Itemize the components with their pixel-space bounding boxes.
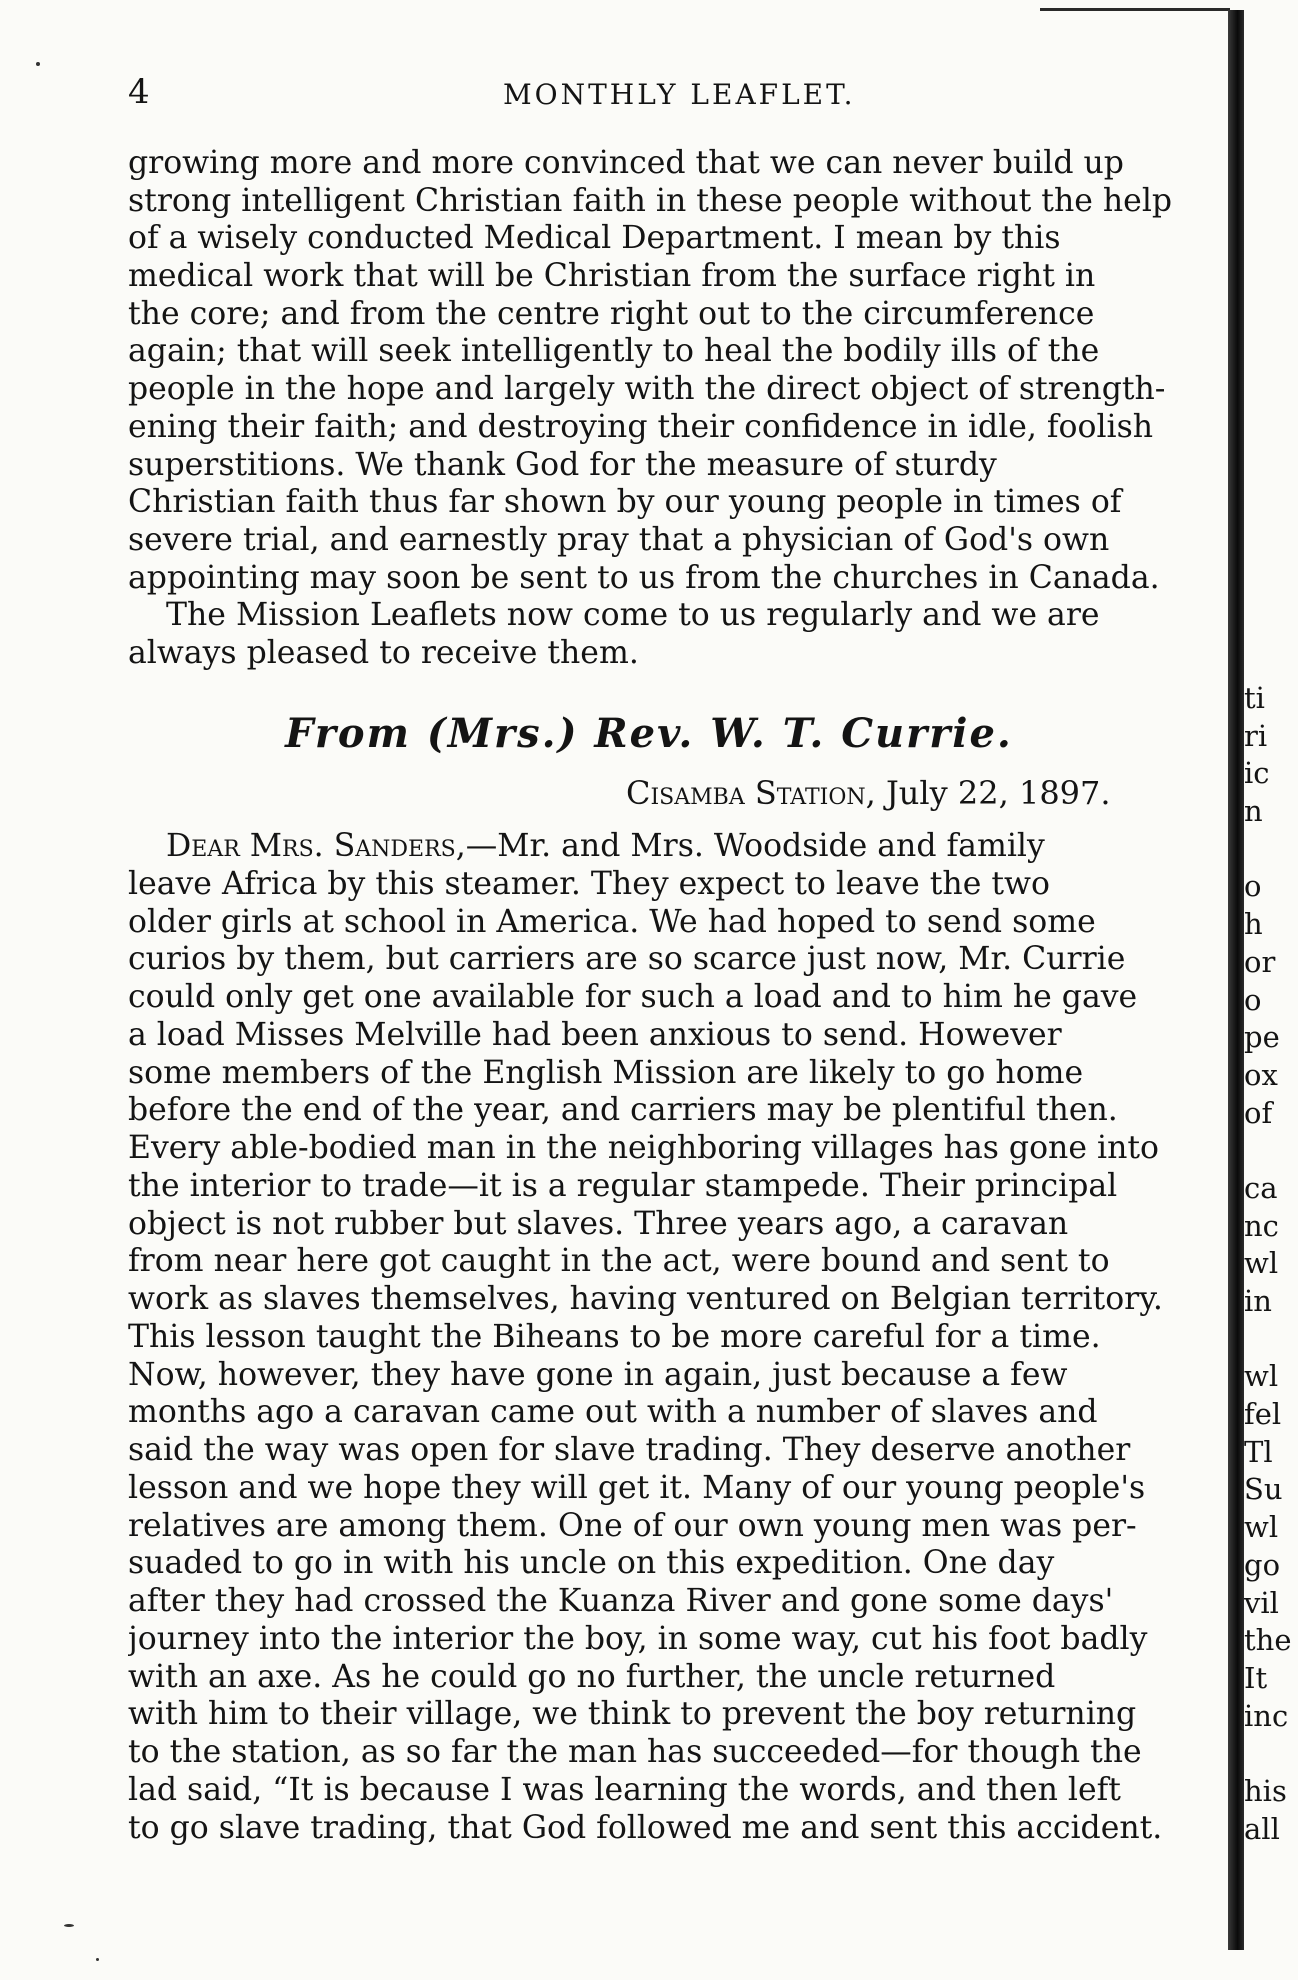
text-line: older girls at school in America. We had hoped to send some (128, 903, 1096, 940)
fragment: It (1244, 1660, 1268, 1695)
fragment: in (1244, 1284, 1272, 1318)
text-line: a load Misses Melville had been anxious to send. However (128, 1016, 1062, 1053)
ink-speck (64, 1924, 74, 1927)
dateline-date: July 22, 1897. (885, 774, 1111, 812)
fragment: fel (1244, 1397, 1282, 1432)
dateline (626, 774, 1111, 812)
text-line: some members of the English Mission are likely to go home (128, 1054, 1084, 1091)
text-line: people in the hope and largely with the direct object of strength- (128, 371, 1166, 408)
dateline-place: Cisamba Station, (626, 774, 876, 812)
text-line: superstitions. We thank God for the measure of sturdy (128, 446, 997, 483)
salutation: Dear Mrs. Sanders, (166, 828, 466, 864)
text-line: lesson and we hope they will get it. Many of our young people's (128, 1469, 1146, 1506)
text-line: to go slave trading, that God followed me and sent this accident. (128, 1809, 1163, 1846)
text-line: lad said, “It is because I was learning the words, and then left (128, 1771, 1121, 1808)
fragment: of (1244, 1095, 1273, 1130)
text-line: of a wisely conducted Medical Department. I mean by this (128, 220, 1061, 257)
fragment: pe (1244, 1020, 1280, 1055)
fragment (1244, 831, 1294, 869)
text-line: months ago a caravan came out with a number of slaves and (128, 1394, 1098, 1431)
text-line: again; that will seek intelligently to heal the bodily ills of the (128, 333, 1100, 370)
text-line: severe trial, and earnestly pray that a physician of God's own (128, 521, 1110, 558)
text-line: before the end of the year, and carriers may be plentiful then. (128, 1092, 1118, 1129)
text-line: after they had crossed the Kuanza River and gone some days' (128, 1583, 1114, 1619)
fragment: h (1244, 907, 1263, 942)
fragment: ox (1244, 1057, 1278, 1092)
ink-speck (36, 62, 40, 66)
text-line: This lesson taught the Biheans to be more careful for a time. (128, 1318, 1101, 1355)
text-line: leave Africa by this steamer. They expect to leave the two (128, 865, 1050, 902)
text-line: growing more and more convinced that we can never build up (128, 145, 1124, 181)
fragment: nc (1244, 1208, 1279, 1243)
fragment: his (1244, 1773, 1287, 1808)
text-line: Every able-bodied man in the neighboring villages has gone into (128, 1130, 1159, 1166)
text-line: Christian faith thus far shown by our young people in times of (128, 484, 1122, 521)
fragment (1244, 1132, 1294, 1170)
fragment: go (1244, 1547, 1281, 1582)
fragment: wl (1244, 1359, 1279, 1394)
fragment: ic (1244, 756, 1270, 791)
text-line: curios by them, but carriers are so scarce just now, Mr. Currie (128, 941, 1126, 978)
text-line: always pleased to receive them. (128, 634, 639, 671)
letter-body (128, 828, 1233, 1847)
fragment: the (1244, 1623, 1292, 1658)
fragment: Su (1244, 1472, 1283, 1507)
fragment: wl (1244, 1246, 1279, 1281)
fragment: Tl (1244, 1434, 1273, 1469)
text-line: the interior to trade—it is a regular stampede. Their principal (128, 1167, 1118, 1204)
text-line: with an axe. As he could go no further, the uncle returned (128, 1658, 1056, 1695)
text-line: work as slaves themselves, having ventured on Belgian territory. (128, 1281, 1163, 1317)
top-rule (1040, 8, 1230, 11)
fragment: ri (1244, 718, 1268, 753)
fragment: all (1244, 1811, 1280, 1846)
text-line: said the way was open for slave trading. They deserve another (128, 1432, 1131, 1468)
text-line: object is not rubber but slaves. Three years ago, a caravan (128, 1205, 1069, 1242)
text-line: ening their faith; and destroying their confidence in idle, foolish (128, 408, 1154, 445)
ink-speck (96, 1958, 99, 1961)
text-line: to the station, as so far the man has succeeded—for though the (128, 1734, 1142, 1770)
fragment: o (1244, 869, 1262, 904)
text-line: —Mr. and Mrs. Woodside and family (465, 828, 1045, 864)
text-line: strong intelligent Christian faith in these people without the help (128, 182, 1173, 219)
text-line: suaded to go in with his uncle on this expedition. One day (128, 1545, 1055, 1582)
page-number: 4 (128, 72, 150, 112)
letter-first-line (128, 828, 1233, 866)
fragment (1244, 1321, 1294, 1359)
fragment (1244, 1735, 1294, 1773)
text-line: with him to their village, we think to prevent the boy returning (128, 1696, 1137, 1733)
fragment: n (1244, 794, 1263, 829)
fragment: vil (1244, 1585, 1279, 1620)
text-line: the core; and from the centre right out to the circumference (128, 295, 1095, 332)
fragment: ti (1244, 681, 1265, 715)
text-line: could only get one available for such a load and to him he gave (128, 979, 1138, 1015)
body-paragraph-1 (128, 145, 1233, 673)
fragment: inc (1244, 1698, 1289, 1733)
text-line: from near here got caught in the act, were bound and sent to (128, 1243, 1110, 1280)
text-line: relatives are among them. One of our own young men was per- (128, 1507, 1137, 1544)
fragment: wl (1244, 1510, 1279, 1545)
running-head: MONTHLY LEAFLET. (503, 78, 856, 111)
section-heading: From (Mrs.) Rev. W. T. Currie. (285, 710, 1013, 757)
text-line: The Mission Leaflets now come to us regularly and we are (166, 597, 1100, 634)
facing-page-fragments (1244, 680, 1294, 1848)
text-line: Now, however, they have gone in again, just because a few (128, 1356, 1068, 1393)
text-line: journey into the interior the boy, in some way, cut his foot badly (128, 1620, 1148, 1657)
text-line: medical work that will be Christian from the surface right in (128, 258, 1096, 295)
fragment: or (1244, 944, 1276, 979)
fragment: ca (1244, 1170, 1278, 1205)
fragment: o (1244, 982, 1262, 1017)
text-line: appointing may soon be sent to us from the churches in Canada. (128, 559, 1160, 596)
